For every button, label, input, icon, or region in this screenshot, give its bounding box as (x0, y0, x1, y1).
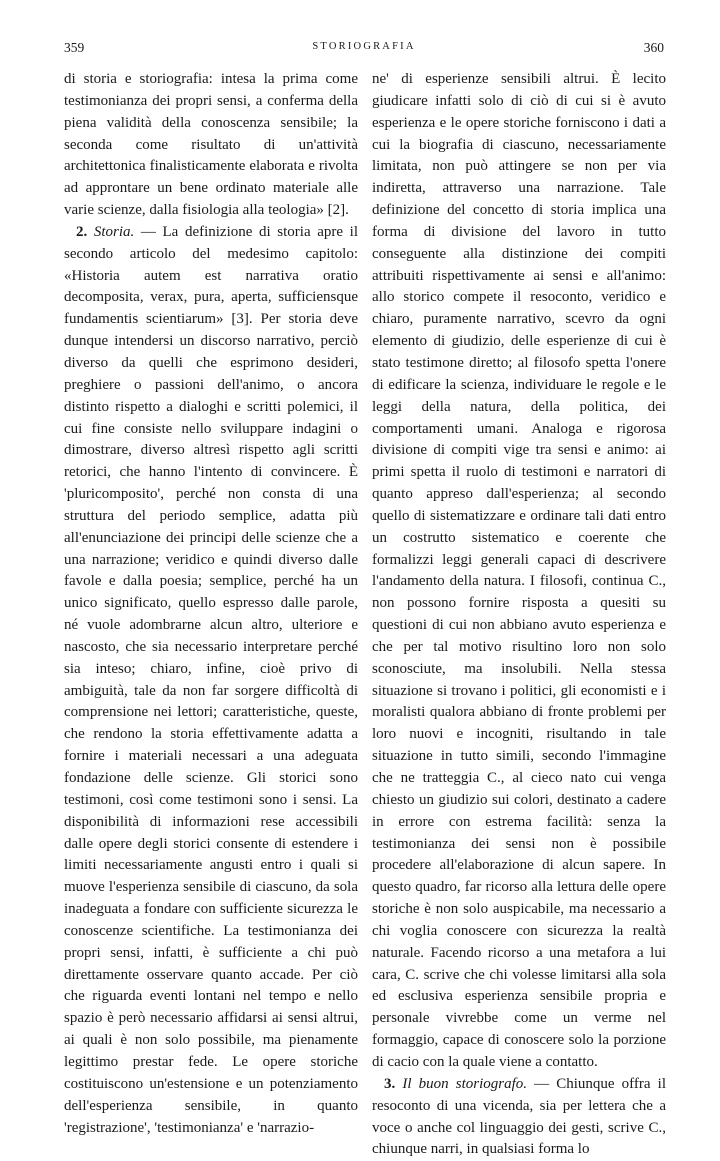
running-header (64, 40, 664, 58)
left-column (64, 69, 358, 1139)
right-column (372, 69, 666, 1161)
page-number-right: 360 (643, 40, 664, 55)
paragraph-continuation: ne' di esperienze sensibili altrui. È lecito giudicare infatti solo di ciò di cui si è avuto esperienza e le opere storiche forniscono i dati a cui la biografia di ciascuno, necessariamente limitata, non può attingere se non per via indiretta, attraverso una narrazione. Tale definizione del concetto di storia implica una forma di divisione del lavoro in tutto conseguente alla distinzione dei compiti attribuiti rispettivamente ai sensi e all'animo: allo storico compete il resoconto, veridico e chiaro, puramente narrativo, scevro da ogni elemento di giudizio, delle esperienze di cui è stato testimone diretto; al filosofo spetta l'onere di edificare la scienza, individuare le regole e le leggi della natura, della politica, dei comportamenti umani. Analoga e rigorosa divisione di compiti vige tra sensi e animo: ai primi spetta il ruolo di testimoni e narratori di quanto appreso dall'esperienza; al secondo quello di sistematizzare e ordinare tali dati entro un costrutto sistematico e coerente che formalizzi leggi generali capaci di descrivere l'andamento della natura. I filosofi, continua C., non possono fornire risposta a quesiti su questioni di cui non abbiano avuto esperienza e che per tal motivo risultino loro non solo sconosciute, ma insolubili. Nella stessa situazione si trovano i politici, gli economisti e i moralisti qualora abbiano di fronte problemi per loro nuovi e incogniti, risultando in tale situazione in tutto simili, secondo l'immagine che ne tratteggia C., al cieco nato cui venga chiesto un giudizio sui colori, destinato a cadere in errore con estrema facilità: senza la testimonianza dei sensi non è possibile procedere all'elaborazione di alcun sapere. In questo quadro, far ricorso alla lettura delle opere storiche è non solo auspicabile, ma necessario a chi voglia conoscere con sicurezza la realtà naturale. Facendo ricorso a una metafora a lui cara, C. scrive che chi volesse limitarsi alla sola ed esclusiva esperienza sensibile propria e personale vivrebbe come un verme nel formaggio, capace di conoscere solo la porzione di cacio con la quale viene a contatto. (372, 71, 666, 1070)
section-text: — La definizione di storia apre il secondo articolo del medesimo capitolo: «Historia autem est narrativa oratio decomposita, verax, pura, aperta, sufficiensque fundamentis scientiarum» [3]. Per storia deve dunque intendersi un discorso narrativo, perciò diverso da quelli che esprimono desideri, preghiere o passioni dell'animo, o ancora distinto rispetto a dialoghi e scritti polemici, il cui fine consiste nello sviluppare indagini o dimostrare, diverso altresì rispetto agli scritti retorici, che hanno l'intento di convincere. È 'pluricomposito', perché non consta di una struttura del periodo semplice, adatta più all'enunciazione dei principi delle scienze che a una narrazione; veridico e quindi diverso dalle favole e dalla poesia; semplice, perché ha un unico significato, quello espresso dalle parole, né vuole adombrarne alcun altro, ulteriore e nascosto, che sia necessario interpretare perché sia inteso; chiaro, infine, cioè privo di ambiguità, tale da non far sorgere difficoltà di comprensione nei lettori; caratteristiche, queste, che rendono la storia effettivamente adatta a fornire i materiali necessari a una adeguata fondazione delle scienze. Gli storici sono testimoni, così come testimoni sono i sensi. La disponibilità di informazioni rese accessibili dalle opere degli storici consente di estendere i limiti necessariamente angusti entro i quali si muove l'esperienza sensibile di ciascuno, da sola inadeguata a fondare con sufficiente sicurezza le conoscenze scientifiche. La testimonianza dei propri sensi, infatti, è sufficiente a chi può direttamente osservare quanto accade. Per ciò che riguarda eventi lontani nel tempo e nello spazio è però necessario affidarsi ai sensi altrui, ai quali è non solo possibile, ma pienamente legittimo prestar fede. Le opere storiche costituiscono un'estensione e un potenziamento dell'esperienza sensibile, in quanto 'registrazione', 'testimonianza' e 'narrazio- (64, 223, 358, 1136)
section-title: Il buon storiografo. (402, 1075, 528, 1092)
section-number: 3. (384, 1075, 396, 1092)
section-text: — Chiunque offra il resoconto di una vicenda, sia per lettera che a voce o anche col linguaggio dei gesti, scrive C., chiunque narri, in qualsiasi forma lo (372, 1075, 666, 1158)
section-title: Storia. (93, 223, 135, 240)
page-number-left: 359 (64, 40, 85, 55)
paragraph-intro: di storia e storiografia: intesa la prima come testimonianza dei propri sensi, a conferma della piena validità della conoscenza sensibile; la seconda come risultato di un'attività architettonica finalisticamente elaborata e rivolta ad approntare un bene ordinato materiale alle varie scienze, dalla fisiologia alla teologia» [2]. (64, 71, 358, 219)
section-number: 2. (76, 223, 88, 240)
running-title: STORIOGRAFIA (312, 41, 416, 52)
section-3-paragraph (372, 1074, 666, 1161)
section-2-paragraph (64, 222, 358, 1139)
